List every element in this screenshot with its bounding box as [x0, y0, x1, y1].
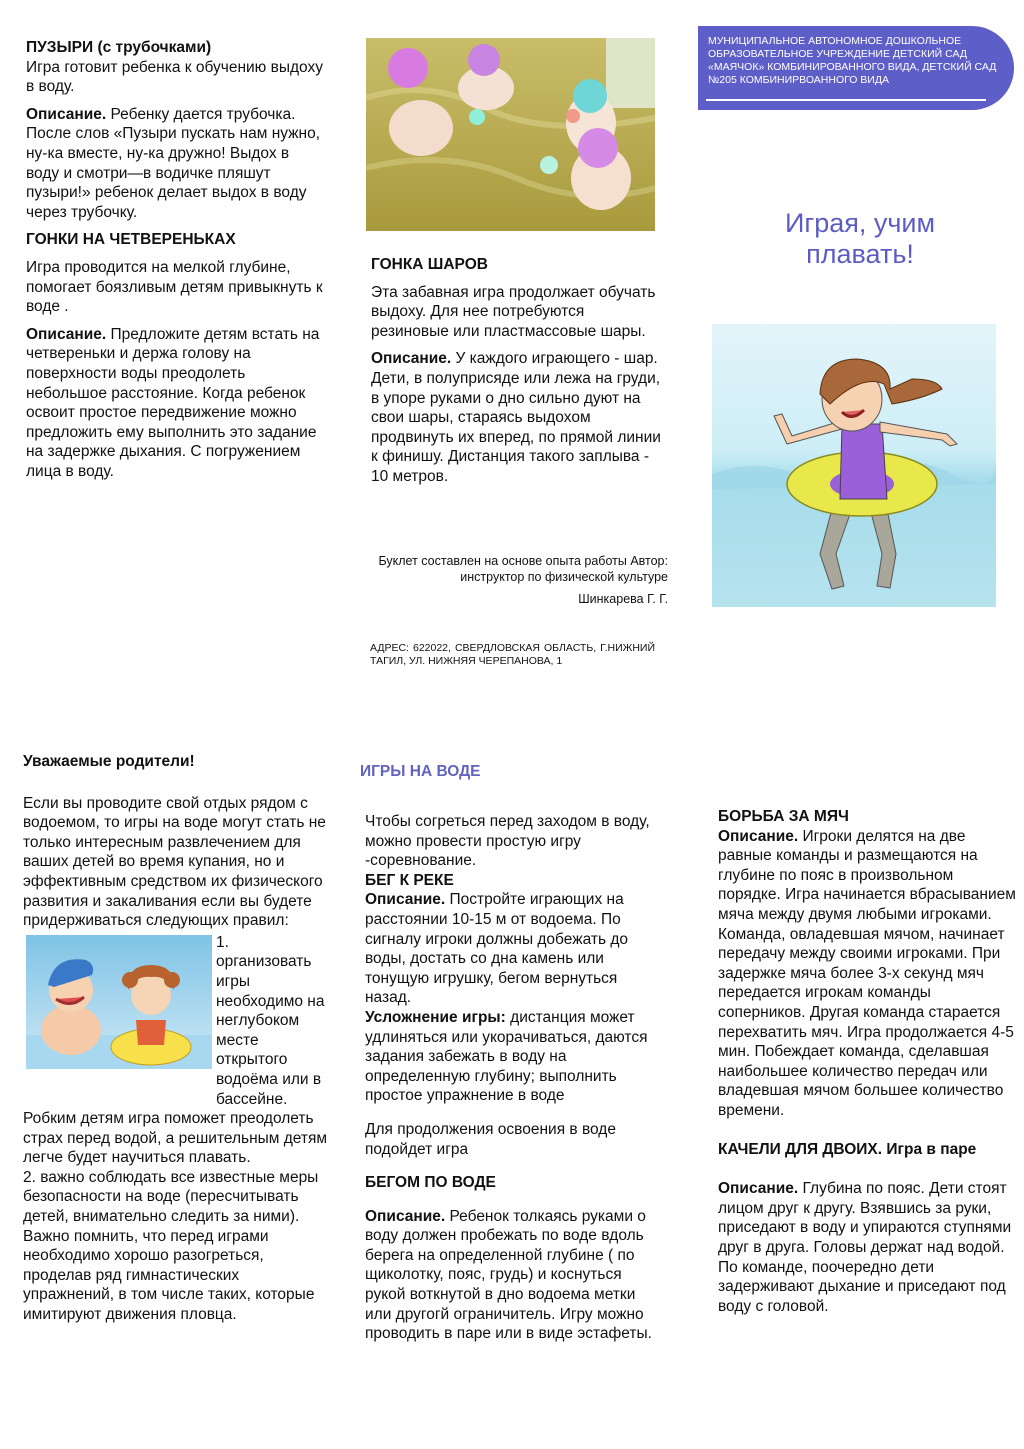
rule-1-continued: Робким детям игра поможет преодолеть страх перед водой, а решительным детям легче будет научиться плавать. — [23, 1110, 328, 1167]
water-games-heading: ИГРЫ НА ВОДЕ — [360, 763, 481, 780]
kids-in-water-illustration — [26, 935, 212, 1069]
desc-label: Описание. — [718, 1180, 799, 1198]
game-desc-beg-k-reke — [365, 890, 655, 1008]
pool-photo-icon — [366, 38, 655, 231]
game-title-gonki: ГОНКИ НА ЧЕТВЕРЕНЬКАХ — [26, 231, 236, 249]
game-desc-gonka-sharov — [371, 349, 661, 486]
game-title-beg-k-reke: БЕГ К РЕКЕ — [365, 871, 454, 889]
booklet-credit — [340, 553, 668, 607]
desc-text: Постройте играющих на расстоянии 10-15 м от водоема. По сигналу игроки должны добежать до воды, достать со дна камень или тонущую игрушку, бегом вернуться назад. — [365, 891, 628, 1007]
desc-text: Игроки делятся на две равные команды и размещаются на глубине по пояс в произвольном порядке. Игра начинается вбрасыванием мяча между двумя любыми игроками. Команда, овладевшая мячом, начинает передачу между своими игроками. При задержке мяча более 3-х секунд мяч передается игрокам команды соперников. Другая команда старается перехватить мяч. Игра продолжается 4-5 мин. Побеждает команда, сделавшая наибольшее количество передач или владевшая мячом большее количество времени. — [718, 827, 1016, 1119]
game-title-puzyri: ПУЗЫРИ (с трубочками) — [26, 39, 212, 56]
complication-text: дистанция может удлиняться или укорачиваться, даются задания забежать в воду на определенную глубину; выполнить простое упражнение в воде — [365, 1008, 648, 1105]
desc-label: Описание. — [365, 891, 446, 909]
game-title-gonka-sharov: ГОНКА ШАРОВ — [371, 256, 488, 273]
panel-bottom-left — [23, 752, 328, 1325]
panel-bottom-right — [718, 807, 1018, 1316]
game-desc-kacheli — [718, 1179, 1018, 1257]
desc-text: Ребенок толкаясь руками о воду должен пробежать по воде вдоль берега на определенной глубине ( по щиколотку, пояс, грудь) и коснуться рукой воткнутой в дно водоема метки или другогй ограничитель. Игру можно проводить в паре или в виде эстафеты. — [365, 1207, 652, 1343]
game-title-kacheli: КАЧЕЛИ ДЛЯ ДВОИХ. Игра в паре — [718, 1141, 977, 1159]
panel-top-middle — [371, 255, 661, 487]
address: АДРЕС: 622022, СВЕРДЛОВСКАЯ ОБЛАСТЬ, Г.НИЖНИЙ ТАГИЛ, УЛ. НИЖНЯЯ ЧЕРЕПАНОВА, 1 — [370, 642, 655, 667]
kids-in-water-icon — [26, 935, 212, 1069]
desc-text: Глубина по пояс. Дети стоят лицом друг к другу. Взявшись за руки, приседают в воду и упираются ступнями друг в друга. Головы держат над водой. — [718, 1180, 1012, 1257]
institution-name: МУНИЦИПАЛЬНОЕ АВТОНОМНОЕ ДОШКОЛЬНОЕ ОБРАЗОВАТЕЛЬНОЕ УЧРЕЖДЕНИЕ ДЕТСКИЙ САД «МАЯЧОК» КОМБИНИРОВАННОГО ВИДА, ДЕТСКИЙ САД №205 КОМБИНИРВОАННОГО ВИДА — [708, 35, 997, 86]
desc-text: Ребенку дается трубочка. После слов «Пузыри пускать нам нужно, ну-ка вместе, ну-ка дружно! Выдох в воду и смотри—в водичке пляшут пузыри!» ребенок делает выдох в воду через трубочку. — [26, 105, 321, 221]
game-intro-puzyri: Игра готовит ребенка к обучению выдоху в воду. — [26, 58, 323, 96]
game-intro-gonka-sharov: Эта забавная игра продолжает обучать выдоху. Для нее потребуются резиновые или пластмассовые шары. — [371, 283, 656, 340]
desc-label: Описание. — [371, 350, 452, 368]
credit-line-1: Буклет составлен на основе опыта работы Автор: — [378, 554, 668, 568]
rule-1-block — [23, 933, 328, 1109]
credit-author: Шинкарева Г. Г. — [578, 592, 668, 606]
girl-swimming-icon — [712, 324, 996, 607]
complication-label: Усложнение игры: — [365, 1008, 506, 1026]
parents-intro: Если вы проводите свой отдых рядом с водоемом, то игры на воде могут стать не только интересным развлечением для ваших детей во время купания, но и эффективным средством их физического развития и закаливания если вы будете придерживаться следующих правил: — [23, 794, 326, 930]
panel-bottom-middle — [365, 812, 655, 1344]
game-complication — [365, 1008, 655, 1106]
pool-photo — [366, 38, 655, 231]
credit-line-2: инструктор по физической культуре — [460, 570, 668, 584]
institution-banner — [698, 26, 1014, 110]
game-desc-kacheli-2: По команде, поочередно дети задерживают дыхание и приседают под воду с головой. — [718, 1258, 1006, 1315]
desc-label: Описание. — [718, 827, 799, 845]
rule-2: 2. важно соблюдать все известные меры безопасности на воде (пересчитывать детей, внимательно следить за ними). Важно помнить, что перед играми необходимо хорошо разогреться, проделав ряд гимнастических упражнений, в том числе таких, которые имитируют движения пловца. — [23, 1168, 319, 1324]
game-desc-gonki — [26, 325, 326, 482]
rule-1: 1. организовать игры необходимо на неглубоком месте открытого водоёма или в бассейне. — [216, 933, 325, 1108]
game-intro-gonki: Игра проводится на мелкой глубине, помогает боязливым детям привыкнуть к воде . — [26, 258, 323, 316]
warmup-intro: Чтобы согреться перед заходом в воду, можно провести простую игру -соревнование. — [365, 813, 650, 870]
banner-divider — [706, 99, 986, 101]
desc-label: Описание. — [26, 325, 107, 343]
transition-text: Для продолжения освоения в воде подойдет игра — [365, 1120, 616, 1158]
girl-swimming-illustration — [712, 324, 996, 607]
panel-top-left — [26, 38, 326, 481]
desc-text: У каждого играющего - шар. Дети, в полуприсяде или лежа на груди, в упоре руками о дно сильно дуют на свои шары, стараясь выдохом продвинуть их вперед, по прямой линии к финишу. Дистанция такого заплыва - 10 метров. — [371, 350, 661, 485]
desc-label: Описание. — [365, 1207, 446, 1225]
game-title-borba-za-myach: БОРЬБА ЗА МЯЧ — [718, 808, 849, 825]
game-desc-puzyri — [26, 105, 326, 223]
desc-label: Описание. — [26, 105, 107, 123]
parents-heading: Уважаемые родители! — [23, 753, 195, 770]
desc-text: Предложите детям встать на четвереньки и держа голову на поверхности воды преодолеть небольшое расстояние. Когда ребенок освоит простое передвижение можно предложить ему выполнить это задание на задержке дыхания. С погружением лица в воду. — [26, 325, 320, 480]
game-title-begom-po-vode: БЕГОМ ПО ВОДЕ — [365, 1174, 496, 1192]
game-desc-borba-za-myach — [718, 827, 1018, 1121]
booklet-title: Играя, учим плавать! — [784, 208, 936, 269]
game-desc-begom-po-vode — [365, 1207, 655, 1344]
